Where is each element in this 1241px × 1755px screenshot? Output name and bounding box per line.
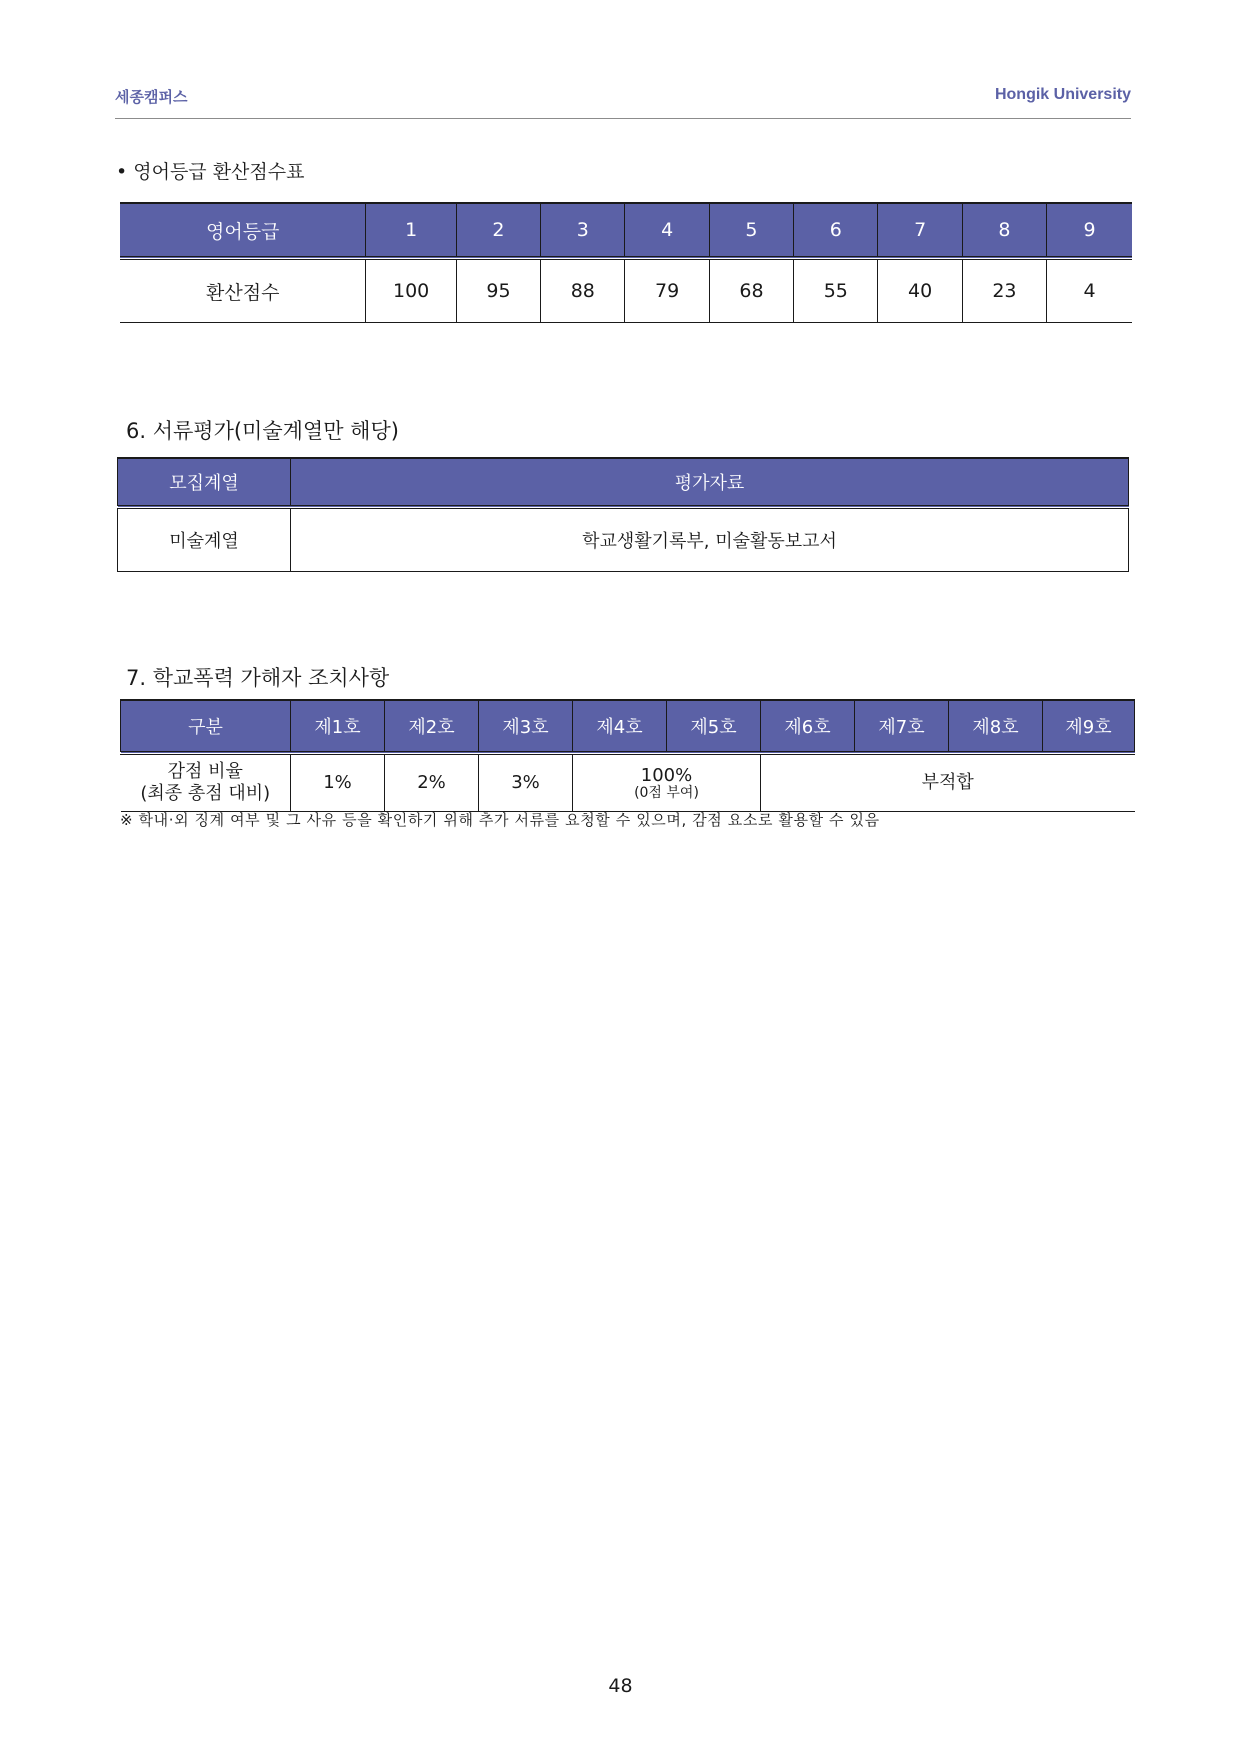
document-evaluation-table [117, 457, 1129, 572]
department-cell: 미술계열 [118, 507, 291, 572]
category-header: 구분 [121, 700, 291, 753]
level-cell: 제5호 [667, 700, 761, 753]
deduction-label: 감점 비율 [167, 761, 243, 782]
score-row-label: 환산점수 [120, 258, 366, 323]
score-cell: 68 [709, 258, 793, 323]
section-6-title: 6. 서류평가(미술계열만 해당) [126, 419, 399, 443]
department-header: 모집계열 [118, 458, 291, 507]
deduction-full-value: 100% [640, 765, 693, 786]
deduction-level-2: 2% [385, 753, 479, 812]
grade-cell: 6 [794, 203, 878, 258]
deduction-label-cell [121, 753, 291, 812]
level-cell: 제1호 [291, 700, 385, 753]
section-7-title: 7. 학교폭력 가해자 조치사항 [126, 666, 390, 690]
grade-cell: 5 [709, 203, 793, 258]
english-table-title: • 영어등급 환산점수표 [116, 161, 305, 183]
deduction-sublabel: (최종 총점 대비) [140, 783, 271, 804]
grade-cell: 9 [1047, 203, 1132, 258]
evaluation-header-row [118, 458, 1129, 507]
score-cell: 95 [456, 258, 540, 323]
english-score-table [120, 202, 1132, 323]
footnote: ※ 학내·외 징계 여부 및 그 사유 등을 확인하기 위해 추가 서류를 요청할 수 있으며, 감점 요소로 활용할 수 있음 [120, 811, 880, 829]
level-cell: 제3호 [479, 700, 573, 753]
materials-header: 평가자료 [291, 458, 1129, 507]
level-cell: 제4호 [573, 700, 667, 753]
grade-cell: 4 [625, 203, 709, 258]
english-grade-header: 영어등급 [120, 203, 366, 258]
campus-label: 세종캠퍼스 [115, 88, 188, 106]
school-violence-table [120, 699, 1135, 812]
score-cell: 55 [794, 258, 878, 323]
score-cell: 40 [878, 258, 962, 323]
score-cell: 88 [541, 258, 625, 323]
table-row [121, 753, 1135, 812]
grade-cell: 7 [878, 203, 962, 258]
grade-cell: 3 [541, 203, 625, 258]
level-cell: 제6호 [761, 700, 855, 753]
english-header-row [120, 203, 1132, 258]
level-cell: 제2호 [385, 700, 479, 753]
grade-cell: 8 [962, 203, 1046, 258]
grade-cell: 2 [456, 203, 540, 258]
deduction-level-6-9: 부적합 [761, 753, 1135, 812]
deduction-full-note: (0점 부여) [634, 785, 699, 801]
table-row [118, 507, 1129, 572]
materials-cell: 학교생활기록부, 미술활동보고서 [291, 507, 1129, 572]
page-header [115, 84, 1131, 119]
level-cell: 제7호 [855, 700, 949, 753]
table-row [120, 258, 1132, 323]
deduction-level-1: 1% [291, 753, 385, 812]
level-cell: 제8호 [949, 700, 1043, 753]
violence-header-row [121, 700, 1135, 753]
university-label: Hongik University [994, 86, 1131, 103]
score-cell: 100 [366, 258, 456, 323]
score-cell: 79 [625, 258, 709, 323]
level-cell: 제9호 [1043, 700, 1135, 753]
grade-cell: 1 [366, 203, 456, 258]
deduction-level-3: 3% [479, 753, 573, 812]
score-cell: 4 [1047, 258, 1132, 323]
deduction-level-4-5 [573, 753, 761, 812]
page-number: 48 [608, 1675, 633, 1697]
score-cell: 23 [962, 258, 1046, 323]
